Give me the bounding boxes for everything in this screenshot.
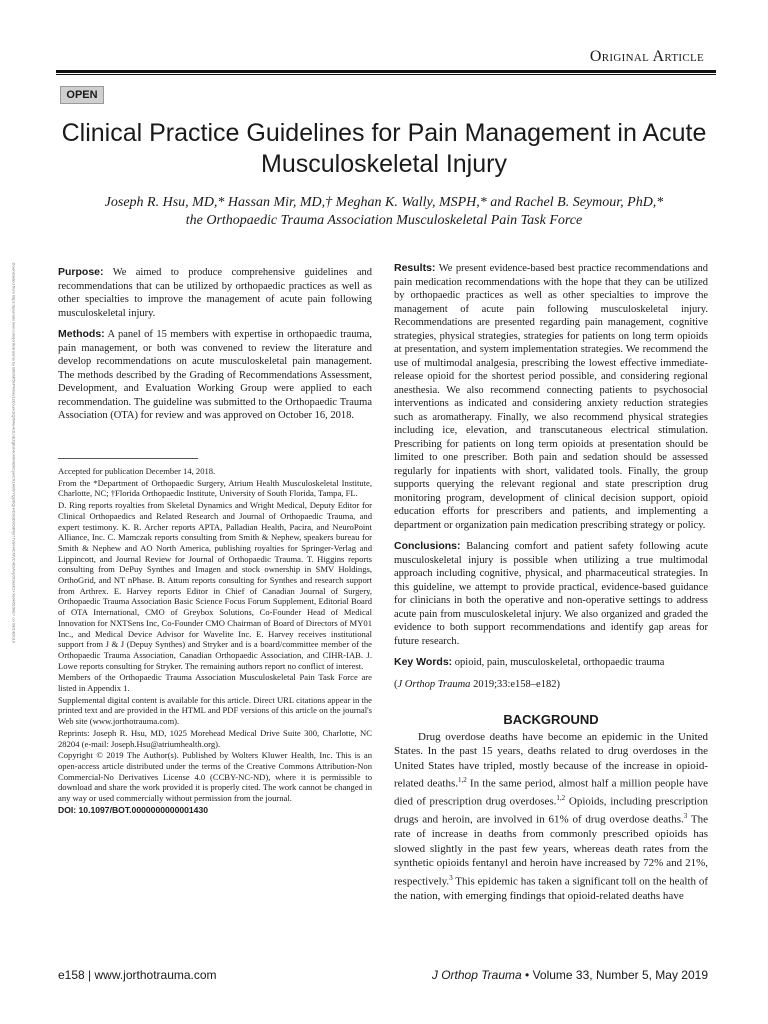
abstract-purpose xyxy=(58,266,372,320)
article-footnotes xyxy=(58,466,372,817)
purpose-label: Purpose: xyxy=(58,266,104,278)
citation-journal: J Orthop Trauma xyxy=(397,678,471,690)
footer-volume-info: Volume 33, Number 5, May 2019 xyxy=(532,968,708,982)
reference-marker[interactable]: 3 xyxy=(449,873,453,882)
page-number: e158 xyxy=(58,968,85,982)
accepted-note: Accepted for publication December 14, 2018. xyxy=(58,466,216,476)
download-watermark-text: Downloaded from https://journals.lww.com/jorthotrauma by BhDMf5ePHKav1zEoum1tQfN4a+kJLhEZgbsIHo4XMi0hCywCX1AWnYQp/IlQrHD3i3D0OdRyi7TvSFl4Cf3VC4/OAVpDDa8K2+Ya6H515kE= on 08/14/2019 xyxy=(11,262,17,643)
disclosure-note: D. Ring reports royalties from Skeletal Dynamics and Wright Medical, Deputy Editor for Clinical Orthopaedics and Related Research and Journal of Orthopaedic Trauma, and expert testimony. K. R. Archer reports APTA, Palladian Health, Pacira, and NeuroPoint Alliance, Inc. C. Mamczak reports consulting from Smith & Nephew, speakers bureau for Smith & Nephew and AO North America, publishing royalties for Springer-Verlag and Lippincott, and Journal Review for Journal of Orthopaedic Trauma. T. Higgins reports consulting from DePuy Synthes and Imagen and stock ownership in SMV Holdings, OrthoGrid, and NT nPhase. B. Attum reports consulting for Synthes and research support from Arthrex. E. Harvey reports Editor in Chief of Canadian Journal of Surgery, Orthopaedic Trauma Association Basic Science Focus Forum Supplement, Editorial Board of OTA International, CMO of Greybox Solutions, Co-Founder Head of Medical Innovation for NXTSens Inc, Co-Founder CMO Chairman of Board of Directors of MY01 Inc., and Medical Device Advisor for Wavelite Inc. E. Harvey receives institutional support from J & J (Depuy Synthes) and Stryker and is a board/committee member of the Orthopaedic Trauma Association, Canadian Orthopaedic Association, and CIHR-IAB. J. Lowe reports consulting for Stryker. The remaining authors report no conflict of interest. xyxy=(58,500,372,671)
page-footer-right: J Orthop Trauma • Volume 33, Number 5, May 2019 xyxy=(431,968,708,982)
keywords-text: opioid, pain, musculoskeletal, orthopaedic trauma xyxy=(454,657,665,668)
keywords-label: Key Words: xyxy=(394,656,453,668)
abstract-conclusions xyxy=(394,540,708,648)
reference-marker[interactable]: 3 xyxy=(683,812,688,821)
results-label: Results: xyxy=(394,262,436,274)
conclusions-text: Balancing comfort and patient safety following acute musculoskeletal injury is possible when utilizing a true multimodal approach including cognitive, physical, and pharmaceutical strategies. In this guideline, we attempt to provide practical, evidence-based guidance for clinicians in both the operative and non-operative settings to address acute pain from musculoskeletal injury. We also organized and graded the evidence to both support recommendations and identify gap areas for future research. xyxy=(394,541,709,647)
journal-website-link[interactable]: www.jorthotrauma.com xyxy=(94,968,217,982)
supplemental-note: Supplemental digital content is available for this article. Direct URL citations appear in the printed text and are provided in the HTML and PDF versions of this article on the journal's Web site (www.jorthotrauma.com). xyxy=(58,694,372,727)
purpose-text: We aimed to produce comprehensive guidelines and recommendations that can be utilized by orthopaedic practices as well as other specialties to improve the management of acute pain following musculoskeletal injury. xyxy=(58,267,373,319)
doi-link[interactable]: DOI: 10.1097/BOT.0000000000001430 xyxy=(58,804,209,815)
abstract-methods xyxy=(58,328,372,423)
background-paragraph xyxy=(394,730,708,903)
affiliation-note: From the *Department of Orthopaedic Surgery, Atrium Health Musculoskeletal Institute, Charlotte, NC; †Florida Orthopaedic Institute, University of South Florida, Tampa, FL. xyxy=(58,477,372,499)
abstract-right-column xyxy=(394,262,708,699)
footnote-divider xyxy=(58,458,198,459)
methods-text: A panel of 15 members with expertise in orthopaedic trauma, pain management, or both was convened to review the literature and develop recommendations on acute musculoskeletal pain management. The methods described by the Grading of Recommendations Assessment, Development, and Evaluation Working Group were applied to each recommendation. The guideline was submitted to the Orthopaedic Trauma Association (OTA) for review and was approved on October 16, 2018. xyxy=(58,329,372,421)
article-type-label: Original Article xyxy=(589,48,704,65)
author-line-1: Joseph R. Hsu, MD,* Hassan Mir, MD,† Meghan K. Wally, MSPH,* and Rachel B. Seymour, PhD,* xyxy=(104,195,664,210)
reference-marker[interactable]: 1,2 xyxy=(556,794,566,803)
background-text-4: The rate of increase in deaths from commonly prescribed opioids has slowed slightly in the past few years, whereas death rates from the synthetic opioids fentanyl and heroin have increased by 72% and 21%, respectively. xyxy=(394,814,708,888)
author-line-2: the Orthopaedic Trauma Association Musculoskeletal Pain Task Force xyxy=(185,213,583,228)
page-footer-left: e158 | www.jorthotrauma.com xyxy=(58,968,217,982)
abstract-left-column xyxy=(58,266,372,431)
footer-journal-name: J Orthop Trauma xyxy=(431,968,522,982)
header-rule-thin xyxy=(56,74,716,75)
article-title: Clinical Practice Guidelines for Pain Management in Acute Musculoskeletal Injury xyxy=(61,119,707,178)
download-watermark xyxy=(4,260,30,680)
open-access-badge: OPEN xyxy=(60,86,104,104)
citation-details: 2019;33:e158–e182) xyxy=(473,678,560,690)
background-text-5: This epidemic has taken a significant toll on the health of the nation, with emerging findings that opioid-related deaths have xyxy=(394,875,708,902)
reprints-note: Reprints: Joseph R. Hsu, MD, 1025 Morehead Medical Drive Suite 300, Charlotte, NC 28204 (e-mail: Joseph.Hsu@atriumhealth.org). xyxy=(58,727,372,749)
author-list xyxy=(40,194,728,230)
abstract-keywords xyxy=(394,656,708,670)
background-text-3: Opioids, including prescription drugs and heroin, are involved in 61% of drug overdose deaths. xyxy=(394,795,708,826)
conclusions-label: Conclusions: xyxy=(394,540,461,552)
results-text: We present evidence-based best practice recommendations and pain medication recommendations with the hope that they can be utilized by orthopaedic practices as well as other specialties to improve the management of acute pain following musculoskeletal injury. Recommendations are presented regarding pain management, cognitive strategies, physical strategies, strategies for patients on long term opioids at presentation, and system implementation strategies. We recommend the use of multimodal analgesia, prescribing the lowest effective immediate-release opioid for the shortest period possible, and considering regional anesthesia. We also recommend connecting patients to psychosocial interventions as indicated and considering anxiety reduction strategies such as aromatherapy. Finally, we also recommend physical strategies including ice, elevation, and transcutaneous electrical stimulation. Prescribing for patients on long term opioids at presentation should be limited to one prescriber. Both pain and sedation should be assessed regularly for inpatients with short, validated tools. Finally, the group supports querying the relevant regional and state prescription drug monitoring program, development of clinical decision support, opioid education efforts for prescribers and patients, and implementing a department or organization pain medication prescribing strategy or policy. xyxy=(394,263,708,531)
reference-marker[interactable]: 1,2 xyxy=(457,776,467,785)
background-text-1: Drug overdose deaths have become an epidemic in the United States. In the past 15 years, deaths related to drug overdoses in the United States have tripled, mostly because of the increase in opioid-related deaths. xyxy=(394,731,708,790)
abstract-results xyxy=(394,262,708,532)
header-rule xyxy=(56,70,716,73)
methods-label: Methods: xyxy=(58,328,105,340)
background-heading: BACKGROUND xyxy=(503,712,599,727)
background-text-2: In the same period, almost half a million people have died of prescription drug overdoses. xyxy=(394,777,708,808)
members-note: Members of the Orthopaedic Trauma Association Musculoskeletal Pain Task Force are listed in Appendix 1. xyxy=(58,672,372,694)
copyright-note: Copyright © 2019 The Author(s). Published by Wolters Kluwer Health, Inc. This is an open-access article distributed under the terms of the Creative Commons Attribution-Non Commercial-No Derivatives License 4.0 (CCBY-NC-ND), where it is permissible to download and share the work provided it is properly cited. The work cannot be changed in any way or used commercially without permission from the journal. xyxy=(58,750,372,804)
citation: (J Orthop Trauma 2019;33:e158–e182) xyxy=(394,678,560,690)
